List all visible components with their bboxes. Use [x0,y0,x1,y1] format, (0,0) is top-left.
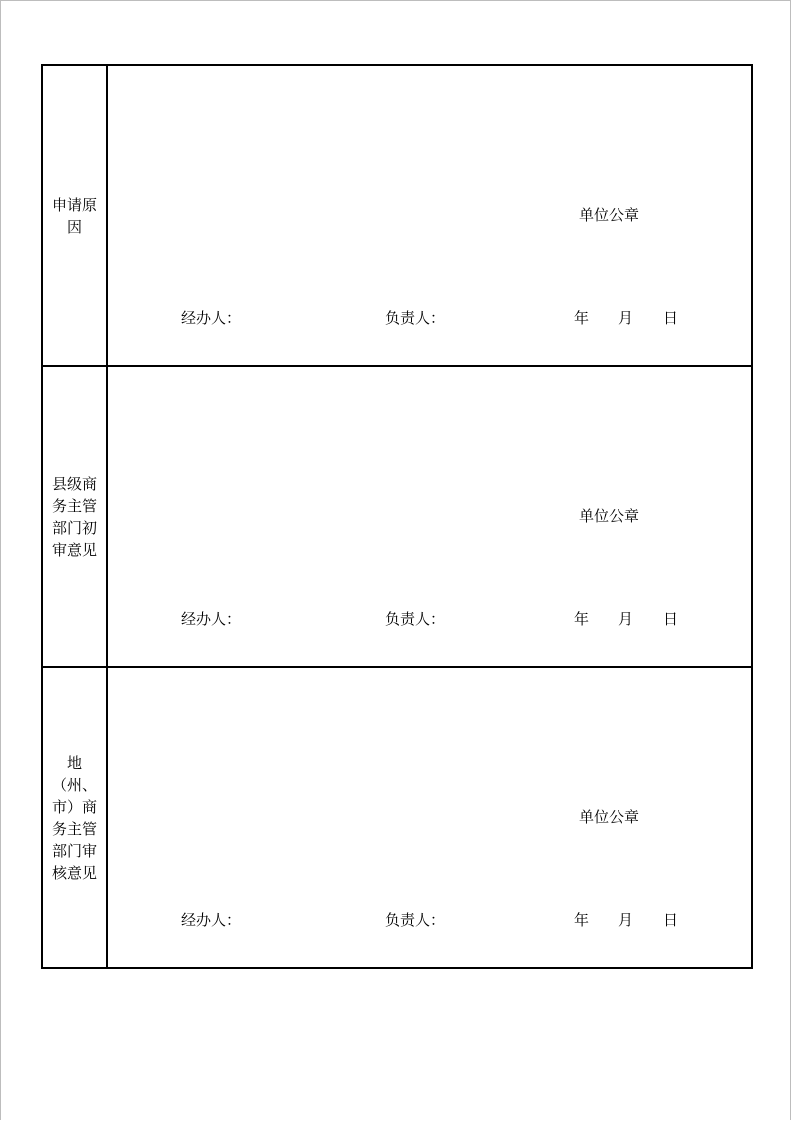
opinion-cell[interactable] [107,667,752,968]
unit-seal-label: 单位公章 [579,206,640,224]
year-label: 年 [574,911,590,929]
section-row-prefecture-review [42,667,752,968]
handler-label: 经办人： [181,309,242,327]
day-label: 日 [663,911,679,929]
day-label: 日 [663,309,679,327]
month-label: 月 [618,309,634,327]
section-label: 地（州、市）商务主管部门审核意见 [51,753,97,882]
section-row-county-review [42,366,752,667]
label-cell [42,65,107,366]
unit-seal-label: 单位公章 [579,808,640,826]
day-label: 日 [663,610,679,628]
section-label: 申请原因 [51,195,97,236]
handler-label: 经办人： [181,610,242,628]
label-cell [42,366,107,667]
opinion-cell[interactable] [107,65,752,366]
handler-label: 经办人： [181,911,242,929]
leader-label: 负责人： [385,911,446,929]
section-row-application-reason [42,65,752,366]
year-label: 年 [574,309,590,327]
leader-label: 负责人： [385,610,446,628]
label-cell [42,667,107,968]
month-label: 月 [618,911,634,929]
opinion-cell[interactable] [107,366,752,667]
year-label: 年 [574,610,590,628]
section-label: 县级商务主管部门初审意见 [51,474,97,559]
month-label: 月 [618,610,634,628]
leader-label: 负责人： [385,309,446,327]
unit-seal-label: 单位公章 [579,507,640,525]
approval-form-table [41,64,753,969]
